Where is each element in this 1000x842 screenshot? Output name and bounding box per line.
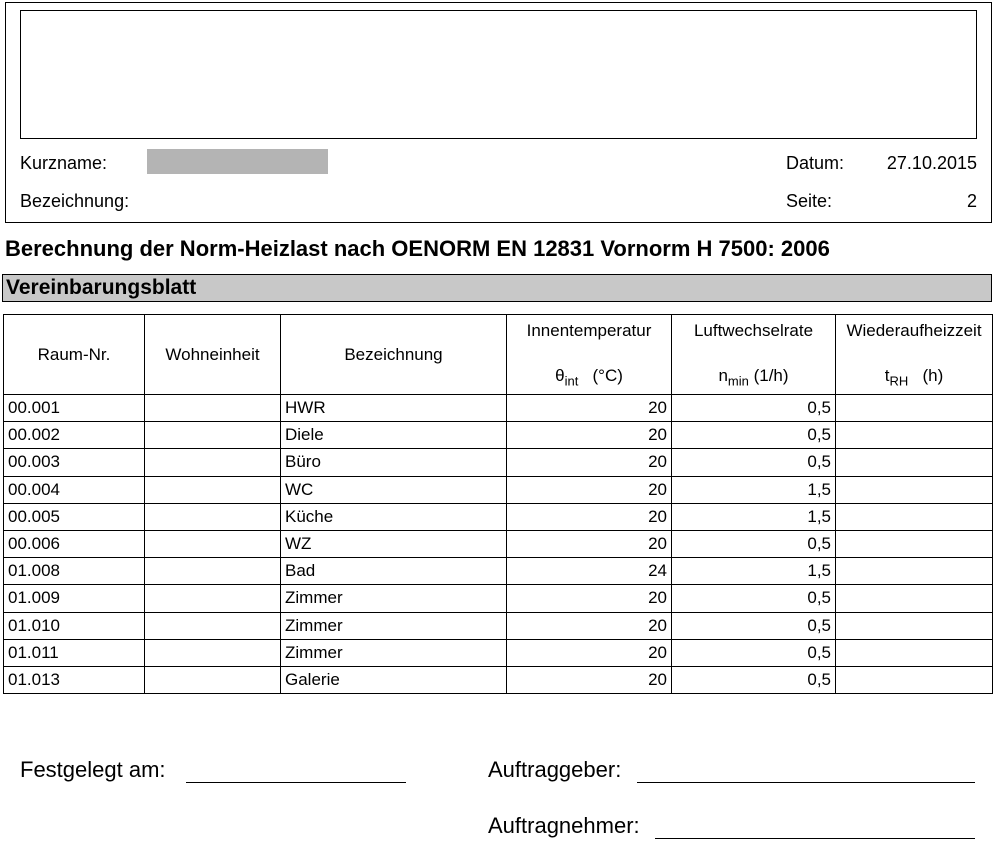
auftraggeber-signature-line[interactable]	[637, 782, 975, 783]
cell-wiederaufheizzeit	[836, 449, 993, 476]
kurzname-redacted-value	[147, 149, 328, 174]
table-row	[4, 503, 993, 530]
cell-innentemperatur: 20	[507, 503, 672, 530]
cell-wohneinheit	[145, 585, 281, 612]
cell-wiederaufheizzeit	[836, 558, 993, 585]
cell-luftwechselrate: 0,5	[672, 449, 836, 476]
cell-wiederaufheizzeit	[836, 476, 993, 503]
cell-wohneinheit	[145, 612, 281, 639]
cell-wohneinheit	[145, 449, 281, 476]
datum-label: Datum:	[786, 153, 845, 173]
festgelegt-label: Festgelegt am:	[20, 757, 166, 782]
cell-raum-nr: 00.003	[4, 449, 145, 476]
cell-bezeichnung: WC	[281, 476, 507, 503]
logo-area	[20, 10, 977, 139]
cell-raum-nr: 00.002	[4, 422, 145, 449]
cell-bezeichnung: Zimmer	[281, 585, 507, 612]
table-header-row	[4, 315, 993, 395]
auftragnehmer-signature-line[interactable]	[655, 838, 975, 839]
innentemperatur-label: Innentemperatur	[526, 320, 652, 340]
cell-luftwechselrate: 1,5	[672, 503, 836, 530]
rooms-table	[3, 314, 993, 694]
cell-luftwechselrate: 0,5	[672, 422, 836, 449]
header-box	[5, 2, 992, 223]
col-innentemperatur	[507, 315, 672, 395]
cell-wiederaufheizzeit	[836, 666, 993, 693]
table-row	[4, 612, 993, 639]
cell-wohneinheit	[145, 639, 281, 666]
col-raum-nr: Raum-Nr.	[4, 315, 145, 395]
col-wohneinheit: Wohneinheit	[145, 315, 281, 395]
section-title: Vereinbarungsblatt	[2, 274, 992, 302]
table-row	[4, 449, 993, 476]
auftraggeber-label: Auftraggeber:	[488, 757, 622, 782]
cell-luftwechselrate: 0,5	[672, 530, 836, 557]
seite-value: 2	[966, 191, 977, 211]
cell-raum-nr: 00.004	[4, 476, 145, 503]
cell-luftwechselrate: 0,5	[672, 639, 836, 666]
seite-label: Seite:	[786, 191, 833, 211]
cell-wiederaufheizzeit	[836, 639, 993, 666]
cell-wohneinheit	[145, 503, 281, 530]
cell-raum-nr: 01.010	[4, 612, 145, 639]
table-row	[4, 422, 993, 449]
cell-raum-nr: 01.013	[4, 666, 145, 693]
cell-bezeichnung: WZ	[281, 530, 507, 557]
cell-innentemperatur: 20	[507, 395, 672, 422]
cell-bezeichnung: Küche	[281, 503, 507, 530]
cell-bezeichnung: Bad	[281, 558, 507, 585]
wiederaufheizzeit-symbol: $t_{RH}$ (h)	[884, 366, 944, 389]
col-wiederaufheizzeit	[836, 315, 993, 395]
auftragnehmer-label: Auftragnehmer:	[488, 813, 640, 838]
cell-wohneinheit	[145, 422, 281, 449]
luftwechselrate-symbol: $n_{min}$ (1/h)	[718, 366, 789, 389]
cell-raum-nr: 01.011	[4, 639, 145, 666]
table-row	[4, 666, 993, 693]
col-bezeichnung: Bezeichnung	[281, 315, 507, 395]
cell-luftwechselrate: 0,5	[672, 395, 836, 422]
cell-innentemperatur: 24	[507, 558, 672, 585]
cell-wiederaufheizzeit	[836, 585, 993, 612]
cell-raum-nr: 01.009	[4, 585, 145, 612]
cell-bezeichnung: HWR	[281, 395, 507, 422]
cell-innentemperatur: 20	[507, 666, 672, 693]
cell-bezeichnung: Zimmer	[281, 639, 507, 666]
cell-raum-nr: 00.006	[4, 530, 145, 557]
cell-innentemperatur: 20	[507, 585, 672, 612]
cell-bezeichnung: Galerie	[281, 666, 507, 693]
cell-wohneinheit	[145, 558, 281, 585]
cell-bezeichnung: Zimmer	[281, 612, 507, 639]
table-row	[4, 530, 993, 557]
wiederaufheizzeit-label: Wiederaufheizzeit	[846, 320, 982, 340]
cell-raum-nr: 00.001	[4, 395, 145, 422]
kurzname-label: Kurzname:	[20, 153, 108, 173]
festgelegt-signature-line[interactable]	[186, 782, 406, 783]
cell-wohneinheit	[145, 530, 281, 557]
cell-wiederaufheizzeit	[836, 503, 993, 530]
cell-bezeichnung: Diele	[281, 422, 507, 449]
cell-innentemperatur: 20	[507, 449, 672, 476]
cell-luftwechselrate: 0,5	[672, 666, 836, 693]
cell-wiederaufheizzeit	[836, 612, 993, 639]
innentemperatur-symbol: $\theta_{int}$ (°C)	[555, 366, 623, 389]
cell-innentemperatur: 20	[507, 422, 672, 449]
cell-raum-nr: 00.005	[4, 503, 145, 530]
cell-wohneinheit	[145, 395, 281, 422]
document-title: Berechnung der Norm-Heizlast nach OENORM EN 12831 Vornorm H 7500: 2006	[5, 236, 830, 261]
cell-luftwechselrate: 1,5	[672, 558, 836, 585]
cell-bezeichnung: Büro	[281, 449, 507, 476]
cell-wiederaufheizzeit	[836, 422, 993, 449]
cell-wohneinheit	[145, 476, 281, 503]
cell-innentemperatur: 20	[507, 612, 672, 639]
cell-wiederaufheizzeit	[836, 395, 993, 422]
bezeichnung-label: Bezeichnung:	[20, 191, 130, 211]
luftwechselrate-label: Luftwechselrate	[693, 320, 814, 340]
cell-innentemperatur: 20	[507, 476, 672, 503]
cell-wohneinheit	[145, 666, 281, 693]
cell-luftwechselrate: 0,5	[672, 585, 836, 612]
table-row	[4, 639, 993, 666]
cell-innentemperatur: 20	[507, 530, 672, 557]
table-row	[4, 395, 993, 422]
table-row	[4, 476, 993, 503]
cell-innentemperatur: 20	[507, 639, 672, 666]
table-row	[4, 585, 993, 612]
col-luftwechselrate	[672, 315, 836, 395]
table-row	[4, 558, 993, 585]
datum-value: 27.10.2015	[886, 153, 977, 173]
cell-wiederaufheizzeit	[836, 530, 993, 557]
cell-luftwechselrate: 1,5	[672, 476, 836, 503]
cell-raum-nr: 01.008	[4, 558, 145, 585]
cell-luftwechselrate: 0,5	[672, 612, 836, 639]
